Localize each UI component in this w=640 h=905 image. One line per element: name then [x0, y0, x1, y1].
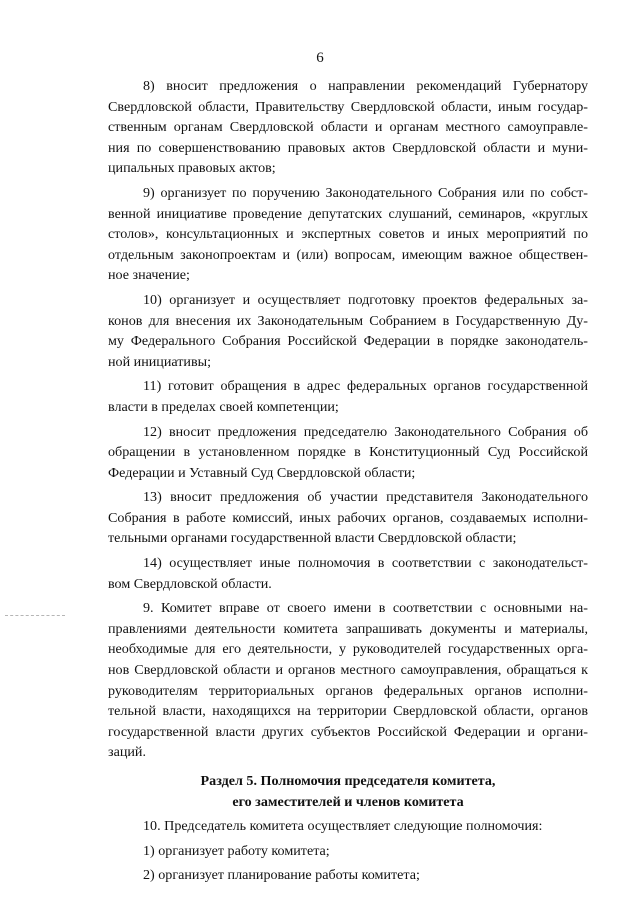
text-line: 10) организует и осуществляет подготовку проектов федеральных за-	[143, 291, 588, 308]
text-line: нов Свердловской области и органов местного самоуправления, обращаться к	[108, 662, 588, 679]
paragraph-sub-1	[108, 841, 588, 862]
text-line: конов для внесения их Законодательным Собранием в Государственную Ду-	[108, 312, 588, 329]
text-line: венной инициативе проведение депутатских слушаний, семинаров, «круглых	[108, 205, 588, 222]
text-line: ципальных правовых актов;	[108, 160, 276, 177]
text-line: государственной власти других субъектов Российской Федерации и органи-	[108, 723, 588, 740]
paragraph-sub-2	[108, 865, 588, 886]
text-line: Свердловской области, Правительству Свердловской области, иным государ-	[108, 98, 588, 115]
text-line: 8) вносит предложения о направлении рекомендаций Губернатору	[143, 78, 588, 94]
text-line: правлениями деятельности комитета запрашивать документы и материалы,	[108, 620, 588, 637]
text-line: ния по совершенствованию правовых актов Свердловской области и муни-	[108, 139, 588, 156]
text-line: 2) организует планирование работы комитета;	[143, 867, 420, 884]
text-line: 11) готовит обращения в адрес федеральных органов государственной	[143, 378, 588, 395]
text-line: столов», консультационных и экспертных советов и иных мероприятий по	[108, 226, 588, 243]
paragraph-clause-10	[108, 816, 588, 837]
text-line: 13) вносит предложения об участии представителя Законодательного	[143, 489, 588, 506]
text-line: Федерации и Уставный Суд Свердловской области;	[108, 464, 416, 481]
section-heading-line-1: Раздел 5. Полномочия председателя комитета,	[200, 773, 496, 789]
paragraph-item-13	[108, 487, 588, 549]
text-line: 9. Комитет вправе от своего имени в соответствии с основными на-	[143, 600, 588, 617]
paragraph-item-9	[108, 183, 588, 286]
text-line: 1) организует работу комитета;	[143, 842, 330, 859]
text-line: ное значение;	[108, 267, 190, 284]
text-line: ной инициативы;	[108, 353, 211, 370]
text-line: Собрания в работе комиссий, иных рабочих органов, создаваемых исполни-	[108, 509, 588, 526]
text-line: 14) осуществляет иные полномочия в соответствии с законодательст-	[143, 555, 588, 572]
text-line: необходимые для его деятельности, у руководителей государственных орга-	[108, 641, 588, 658]
paragraph-item-12	[108, 422, 588, 484]
section-heading-line-2: его заместителей и членов комитета	[232, 793, 464, 810]
paragraph-item-8	[108, 76, 588, 179]
paragraph-clause-9	[108, 598, 588, 763]
page-number: 6	[316, 50, 324, 66]
text-line: му Федерального Собрания Российской Федерации в порядке законодатель-	[108, 333, 588, 350]
text-line: 12) вносит предложения председателю Законодательного Собрания об	[143, 423, 588, 440]
text-line: тельной власти, находящихся на территории Свердловской области, органов	[108, 703, 588, 720]
paragraph-item-10	[108, 290, 588, 372]
text-line: власти в пределах своей компетенции;	[108, 398, 339, 415]
margin-mark	[5, 615, 65, 616]
text-line: заций.	[108, 744, 146, 761]
text-line: обращении в установленном порядке в Конституционный Суд Российской	[108, 444, 588, 461]
text-line: ственным органам Свердловской области и органам местного самоуправле-	[108, 119, 588, 136]
text-line: вом Свердловской области.	[108, 575, 272, 592]
text-line: отдельным законопроектам и (или) вопросам, имеющим важное обществен-	[108, 246, 588, 263]
text-line: тельными органами государственной власти Свердловской области;	[108, 530, 517, 547]
section-heading	[108, 771, 588, 812]
paragraph-item-11	[108, 376, 588, 417]
text-line: 9) организует по поручению Законодательного Собрания или по собст-	[143, 184, 588, 201]
paragraph-item-14	[108, 553, 588, 594]
text-line: руководителям территориальных органов федеральных органов исполни-	[108, 682, 588, 699]
text-line: 10. Председатель комитета осуществляет следующие полномочия:	[143, 818, 543, 835]
document-body	[108, 76, 588, 886]
